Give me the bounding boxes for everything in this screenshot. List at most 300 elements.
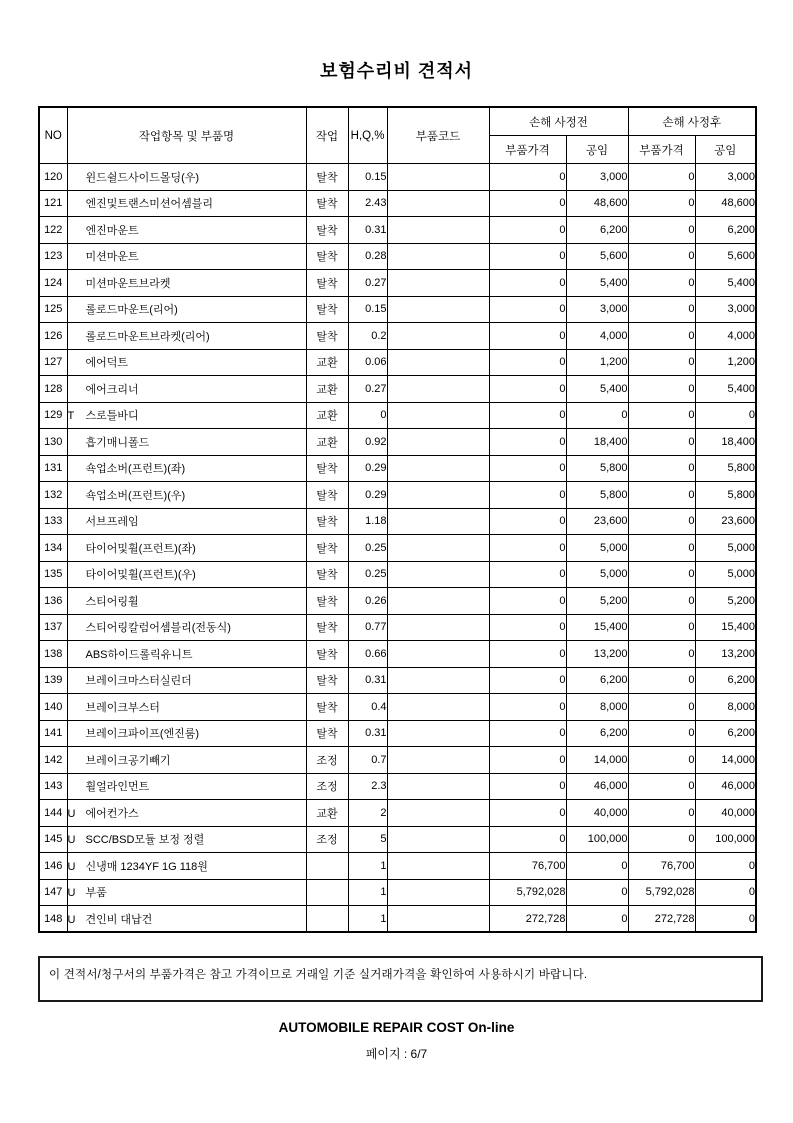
row-no: 143 (39, 773, 67, 800)
row-part-price-after: 0 (628, 429, 695, 456)
row-part-price-after: 0 (628, 296, 695, 323)
row-part-price-after: 0 (628, 667, 695, 694)
row-labor-after: 1,200 (695, 349, 756, 376)
row-hq-value: 0.77 (348, 614, 387, 641)
row-labor-before: 0 (566, 853, 628, 880)
row-work-type: 교환 (306, 376, 348, 403)
row-labor-after: 5,800 (695, 455, 756, 482)
row-labor-before: 46,000 (566, 773, 628, 800)
row-hq-value: 0.31 (348, 217, 387, 244)
row-hq-value: 0.7 (348, 747, 387, 774)
row-hq-value: 0.26 (348, 588, 387, 615)
row-hq-value: 1.18 (348, 508, 387, 535)
row-work-type: 탈착 (306, 323, 348, 350)
row-hq-value: 0.4 (348, 694, 387, 721)
row-part-price-after: 0 (628, 217, 695, 244)
estimate-table (38, 106, 757, 933)
table-row (39, 561, 756, 588)
row-part-price-before: 0 (489, 614, 566, 641)
col-header-part-price-after: 부품가격 (628, 136, 695, 164)
row-part-name: 서브프레임 (85, 516, 139, 529)
row-part-price-before: 0 (489, 773, 566, 800)
row-part-name: 롤로드마운트브라켓(리어) (85, 330, 210, 343)
table-row (39, 349, 756, 376)
row-hq-value: 1 (348, 853, 387, 880)
row-part-code (387, 429, 489, 456)
row-no: 129 (39, 402, 67, 429)
row-labor-after: 5,200 (695, 588, 756, 615)
page-title: 보험수리비 견적서 (319, 61, 474, 81)
row-part-price-before: 0 (489, 561, 566, 588)
row-part-name: 브레이크공기빼기 (85, 754, 171, 767)
row-no: 122 (39, 217, 67, 244)
row-work-type (306, 853, 348, 880)
row-labor-before: 3,000 (566, 164, 628, 191)
row-part-name: 엔진마운트 (85, 224, 139, 237)
row-part-code (387, 800, 489, 827)
table-row (39, 429, 756, 456)
row-part-price-after: 0 (628, 243, 695, 270)
row-part-code (387, 747, 489, 774)
row-labor-after: 5,400 (695, 376, 756, 403)
table-row (39, 190, 756, 217)
row-part-price-after: 0 (628, 349, 695, 376)
row-part-code (387, 508, 489, 535)
row-part-price-before: 0 (489, 164, 566, 191)
table-row (39, 694, 756, 721)
notice-box (38, 956, 763, 1002)
row-work-type: 탈착 (306, 217, 348, 244)
table-header (39, 107, 756, 164)
row-labor-after: 0 (695, 853, 756, 880)
table-body (39, 164, 756, 933)
row-part-price-before: 0 (489, 826, 566, 853)
row-part-price-before: 0 (489, 376, 566, 403)
row-part-name: 롤로드마운트(리어) (85, 304, 178, 317)
row-part-price-before: 0 (489, 296, 566, 323)
row-part-price-before: 0 (489, 747, 566, 774)
table-row (39, 296, 756, 323)
row-labor-after: 0 (695, 879, 756, 906)
row-part-name: 미션마운트브라켓 (85, 277, 171, 290)
row-part-name: ABS하이드롤릭유니트 (85, 648, 193, 661)
row-labor-after: 5,400 (695, 270, 756, 297)
row-part-price-before: 0 (489, 482, 566, 509)
row-part-price-before: 0 (489, 641, 566, 668)
row-labor-after: 100,000 (695, 826, 756, 853)
col-header-hq: H,Q,% (348, 107, 387, 164)
row-labor-before: 6,200 (566, 217, 628, 244)
row-labor-after: 40,000 (695, 800, 756, 827)
row-work-type: 탈착 (306, 641, 348, 668)
row-work-type: 탈착 (306, 535, 348, 562)
row-work-type: 탈착 (306, 561, 348, 588)
row-part-price-before: 0 (489, 667, 566, 694)
row-labor-after: 5,000 (695, 535, 756, 562)
row-part-code (387, 402, 489, 429)
row-part-price-before: 0 (489, 455, 566, 482)
row-no: 146 (39, 853, 67, 880)
row-work-type: 탈착 (306, 296, 348, 323)
row-work-type: 탈착 (306, 482, 348, 509)
row-part-name: 윈드쉴드사이드몰딩(우) (85, 171, 200, 184)
row-labor-after: 3,000 (695, 296, 756, 323)
row-hq-value: 0.27 (348, 270, 387, 297)
row-part-name: 휠얼라인먼트 (85, 781, 150, 794)
row-part-code (387, 376, 489, 403)
row-part-code (387, 349, 489, 376)
row-labor-after: 48,600 (695, 190, 756, 217)
row-part-price-before: 0 (489, 800, 566, 827)
row-hq-value: 0.15 (348, 164, 387, 191)
row-part-name: 에어크리너 (85, 383, 139, 396)
row-labor-after: 0 (695, 402, 756, 429)
row-part-price-before: 0 (489, 720, 566, 747)
row-hq-value: 0.06 (348, 349, 387, 376)
row-no: 120 (39, 164, 67, 191)
row-labor-before: 18,400 (566, 429, 628, 456)
table-row (39, 879, 756, 906)
row-no: 132 (39, 482, 67, 509)
row-no: 130 (39, 429, 67, 456)
row-hq-value: 5 (348, 826, 387, 853)
row-part-price-after: 0 (628, 323, 695, 350)
row-part-code (387, 243, 489, 270)
row-work-type (306, 906, 348, 933)
row-part-name: 엔진및트랜스미션어셈블리 (85, 198, 214, 211)
row-part-name: 부품 (85, 887, 107, 900)
row-part-price-before: 5,792,028 (489, 879, 566, 906)
table-row (39, 614, 756, 641)
row-no: 121 (39, 190, 67, 217)
row-labor-after: 5,800 (695, 482, 756, 509)
row-no: 141 (39, 720, 67, 747)
row-no: 148 (39, 906, 67, 933)
row-part-code (387, 588, 489, 615)
row-work-type: 교환 (306, 429, 348, 456)
row-hq-value: 0 (348, 402, 387, 429)
row-part-price-before: 0 (489, 535, 566, 562)
row-part-code (387, 164, 489, 191)
row-labor-before: 5,800 (566, 482, 628, 509)
col-group-after-assessment: 손해 사정후 (628, 107, 756, 136)
row-work-type: 탈착 (306, 455, 348, 482)
row-part-price-before: 76,700 (489, 853, 566, 880)
row-prefix: U (67, 807, 76, 820)
row-part-name: 타이어및휠(프런트)(우) (85, 569, 196, 582)
row-no: 127 (39, 349, 67, 376)
row-labor-before: 5,200 (566, 588, 628, 615)
row-hq-value: 1 (348, 879, 387, 906)
table-row (39, 164, 756, 191)
table-row (39, 535, 756, 562)
row-part-name: 쇽업소버(프런트)(좌) (85, 463, 186, 476)
row-labor-before: 15,400 (566, 614, 628, 641)
table-row (39, 455, 756, 482)
row-part-price-after: 0 (628, 641, 695, 668)
row-part-price-before: 0 (489, 217, 566, 244)
row-hq-value: 0.25 (348, 535, 387, 562)
row-part-name: 에어덕트 (85, 357, 129, 370)
notice-text: 이 견적서/청구서의 부품가격은 참고 가격이므로 거래일 기준 실거래가격을 확인하여 사용하시기 바랍니다. (49, 969, 588, 981)
col-header-no: NO (39, 107, 67, 164)
row-labor-before: 3,000 (566, 296, 628, 323)
row-hq-value: 0.92 (348, 429, 387, 456)
row-part-price-after: 0 (628, 270, 695, 297)
row-labor-before: 100,000 (566, 826, 628, 853)
row-no: 140 (39, 694, 67, 721)
row-hq-value: 0.27 (348, 376, 387, 403)
row-part-code (387, 667, 489, 694)
table-row (39, 217, 756, 244)
row-part-price-after: 0 (628, 588, 695, 615)
row-no: 125 (39, 296, 67, 323)
row-labor-after: 6,200 (695, 217, 756, 244)
row-labor-after: 15,400 (695, 614, 756, 641)
row-labor-after: 6,200 (695, 667, 756, 694)
row-work-type: 탈착 (306, 190, 348, 217)
row-no: 138 (39, 641, 67, 668)
col-header-labor-after: 공임 (695, 136, 756, 164)
row-labor-after: 46,000 (695, 773, 756, 800)
row-part-price-after: 0 (628, 800, 695, 827)
row-work-type (306, 879, 348, 906)
row-part-price-after: 0 (628, 482, 695, 509)
table-row (39, 906, 756, 933)
row-no: 139 (39, 667, 67, 694)
row-part-price-before: 0 (489, 429, 566, 456)
row-part-code (387, 561, 489, 588)
table-row (39, 747, 756, 774)
table-row (39, 667, 756, 694)
row-part-name: 미션마운트 (85, 251, 139, 264)
row-prefix: U (67, 913, 76, 926)
row-labor-before: 5,600 (566, 243, 628, 270)
row-work-type: 탈착 (306, 164, 348, 191)
row-part-price-after: 0 (628, 190, 695, 217)
table-row (39, 800, 756, 827)
table-row (39, 508, 756, 535)
row-hq-value: 0.29 (348, 455, 387, 482)
row-hq-value: 0.31 (348, 667, 387, 694)
row-part-name: 신냉매 1234YF 1G 118원 (85, 860, 208, 873)
row-no: 144 (39, 800, 67, 827)
row-labor-before: 5,400 (566, 376, 628, 403)
row-part-price-after: 272,728 (628, 906, 695, 933)
row-part-code (387, 296, 489, 323)
row-part-code (387, 323, 489, 350)
row-labor-before: 0 (566, 879, 628, 906)
row-part-code (387, 773, 489, 800)
table-row (39, 323, 756, 350)
row-part-code (387, 190, 489, 217)
row-labor-before: 5,800 (566, 455, 628, 482)
row-labor-after: 18,400 (695, 429, 756, 456)
row-part-name: 스티어링휠 (85, 595, 139, 608)
row-labor-after: 13,200 (695, 641, 756, 668)
row-no: 123 (39, 243, 67, 270)
row-labor-before: 1,200 (566, 349, 628, 376)
row-labor-after: 4,000 (695, 323, 756, 350)
table-row (39, 853, 756, 880)
row-part-price-before: 0 (489, 349, 566, 376)
row-no: 134 (39, 535, 67, 562)
row-part-name: 브레이크부스터 (85, 701, 160, 714)
row-part-code (387, 535, 489, 562)
row-part-name: 흡기매니폴드 (85, 436, 150, 449)
table-row (39, 641, 756, 668)
page-number-label: 페이지 : 6/7 (365, 1047, 428, 1061)
row-part-name: 브레이크마스터실린더 (85, 675, 192, 688)
col-header-part-price-before: 부품가격 (489, 136, 566, 164)
row-part-name: 스티어링칼럼어셈블리(전동식) (85, 622, 231, 635)
row-hq-value: 0.28 (348, 243, 387, 270)
row-part-name: 스로틀바디 (85, 410, 139, 423)
row-no: 133 (39, 508, 67, 535)
row-part-price-before: 0 (489, 694, 566, 721)
row-work-type: 조정 (306, 826, 348, 853)
table-row (39, 588, 756, 615)
row-part-price-after: 0 (628, 535, 695, 562)
row-part-code (387, 879, 489, 906)
col-header-part-code: 부품코드 (387, 107, 489, 164)
row-labor-before: 4,000 (566, 323, 628, 350)
row-work-type: 조정 (306, 747, 348, 774)
row-no: 131 (39, 455, 67, 482)
row-part-name: 쇽업소버(프런트)(우) (85, 489, 186, 502)
row-part-price-after: 0 (628, 614, 695, 641)
row-work-type: 탈착 (306, 614, 348, 641)
row-part-code (387, 270, 489, 297)
row-labor-before: 5,400 (566, 270, 628, 297)
row-part-price-before: 0 (489, 508, 566, 535)
row-work-type: 탈착 (306, 667, 348, 694)
row-part-price-after: 0 (628, 747, 695, 774)
row-work-type: 탈착 (306, 243, 348, 270)
row-hq-value: 0.15 (348, 296, 387, 323)
row-hq-value: 0.31 (348, 720, 387, 747)
row-part-price-after: 0 (628, 826, 695, 853)
row-no: 137 (39, 614, 67, 641)
row-work-type: 교환 (306, 349, 348, 376)
table-row (39, 482, 756, 509)
table-row (39, 243, 756, 270)
table-row (39, 773, 756, 800)
row-labor-after: 8,000 (695, 694, 756, 721)
row-part-price-after: 76,700 (628, 853, 695, 880)
row-part-code (387, 482, 489, 509)
row-hq-value: 0.66 (348, 641, 387, 668)
row-work-type: 탈착 (306, 720, 348, 747)
row-part-code (387, 614, 489, 641)
col-header-labor-before: 공임 (566, 136, 628, 164)
row-hq-value: 0.29 (348, 482, 387, 509)
row-part-price-after: 0 (628, 720, 695, 747)
row-labor-before: 13,200 (566, 641, 628, 668)
row-labor-after: 23,600 (695, 508, 756, 535)
table-row (39, 720, 756, 747)
row-part-name: 에어컨가스 (85, 807, 139, 820)
row-prefix: U (67, 834, 76, 847)
row-part-name: SCC/BSD모듈 보정 정렬 (85, 834, 205, 847)
row-labor-before: 0 (566, 906, 628, 933)
row-labor-before: 6,200 (566, 720, 628, 747)
col-header-item: 작업항목 및 부품명 (67, 107, 306, 164)
row-prefix: U (67, 887, 76, 900)
row-work-type: 탈착 (306, 588, 348, 615)
row-no: 124 (39, 270, 67, 297)
col-header-work: 작업 (306, 107, 348, 164)
row-part-price-before: 0 (489, 588, 566, 615)
row-labor-after: 5,600 (695, 243, 756, 270)
row-part-name: 견인비 대납건 (85, 913, 153, 926)
row-no: 126 (39, 323, 67, 350)
row-part-code (387, 217, 489, 244)
table-row (39, 270, 756, 297)
row-part-price-after: 0 (628, 694, 695, 721)
col-group-before-assessment: 손해 사정전 (489, 107, 628, 136)
row-labor-before: 6,200 (566, 667, 628, 694)
row-hq-value: 0.25 (348, 561, 387, 588)
row-hq-value: 2.3 (348, 773, 387, 800)
row-prefix: U (67, 860, 76, 873)
row-part-price-before: 0 (489, 323, 566, 350)
row-labor-after: 0 (695, 906, 756, 933)
table-row (39, 376, 756, 403)
row-hq-value: 1 (348, 906, 387, 933)
row-labor-before: 14,000 (566, 747, 628, 774)
row-part-code (387, 853, 489, 880)
row-no: 135 (39, 561, 67, 588)
row-labor-before: 23,600 (566, 508, 628, 535)
row-labor-before: 48,600 (566, 190, 628, 217)
row-labor-before: 5,000 (566, 535, 628, 562)
row-no: 128 (39, 376, 67, 403)
row-part-price-before: 0 (489, 402, 566, 429)
row-part-price-after: 0 (628, 402, 695, 429)
row-labor-before: 5,000 (566, 561, 628, 588)
row-work-type: 탈착 (306, 508, 348, 535)
row-part-code (387, 906, 489, 933)
row-no: 142 (39, 747, 67, 774)
row-labor-before: 0 (566, 402, 628, 429)
row-part-price-after: 0 (628, 376, 695, 403)
row-work-type: 조정 (306, 773, 348, 800)
table-row (39, 402, 756, 429)
row-part-price-before: 272,728 (489, 906, 566, 933)
row-part-code (387, 826, 489, 853)
row-labor-after: 3,000 (695, 164, 756, 191)
row-part-code (387, 720, 489, 747)
row-part-price-after: 0 (628, 455, 695, 482)
row-no: 136 (39, 588, 67, 615)
row-part-price-before: 0 (489, 270, 566, 297)
row-labor-after: 5,000 (695, 561, 756, 588)
table-row (39, 826, 756, 853)
row-labor-before: 40,000 (566, 800, 628, 827)
row-work-type: 교환 (306, 402, 348, 429)
row-labor-after: 6,200 (695, 720, 756, 747)
row-work-type: 탈착 (306, 270, 348, 297)
row-part-price-after: 0 (628, 164, 695, 191)
row-hq-value: 0.2 (348, 323, 387, 350)
row-labor-before: 8,000 (566, 694, 628, 721)
row-part-name: 타이어및휠(프런트)(좌) (85, 542, 196, 555)
row-labor-after: 14,000 (695, 747, 756, 774)
row-prefix: T (67, 410, 75, 423)
row-part-code (387, 694, 489, 721)
row-part-price-after: 0 (628, 508, 695, 535)
